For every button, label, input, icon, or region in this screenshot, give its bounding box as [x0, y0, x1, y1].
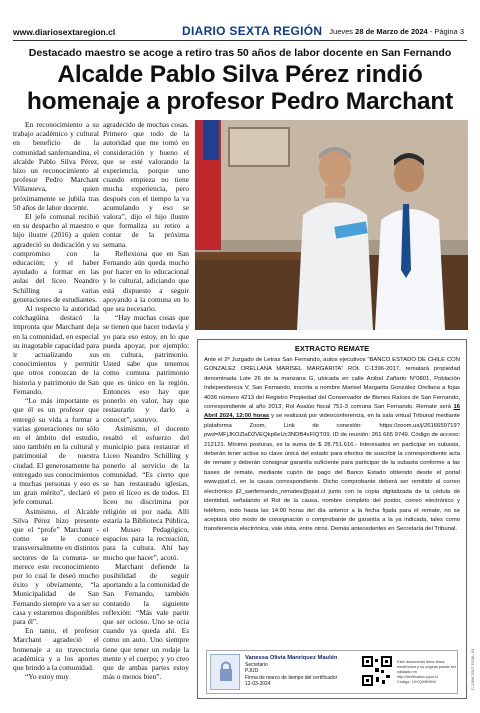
signer-date: 12-03-2024 — [245, 681, 271, 687]
page-number: - Página 3 — [429, 27, 464, 36]
paragraph: El jefe comunal recibió en su despacho al maestro e hijo ilustre (2016) a quien agradeció su dedicación y su compromiso con la educación; y el haber ayudado a formar en las aulas del liceo Neandro Schilling a varias generaciones de estudiantes. — [13, 212, 99, 304]
paragraph: Asimismo, el Alcalde Silva Pérez hizo presente que el “profe” Marchant -como se le conoce transversalmente en distintos sectores de la comuna- se merece este reconocimiento por lo cual le deseó mucho éxito y obviamente, “la Municipalidad de San Fernando siempre va a ser su casa y estaremos disponibles para él”. — [13, 506, 99, 626]
notice-text-part-2: y se realizará por videoconferencia, en la sala virtual Tribunal mediante plataforma Zoom, Link de conexión: https://zoom.us/j/2616659719?pwd=MFjJKOZlaD2VEQkp6eUc3NDB4xFIQT09. ID de reunión: 261 665 9749. Código de acceso: 212121. Mínimo posturas, es la suma de $ 28.751.616.- Interesados en participar en subasta, deberán tener activa su clave única del estado para efectos de suscribir la correspondiente acta de remate y deberán consignar garantía suficiente para participar de la subasta conforme a las bases de remate, mediante cupón de pago del Banco Estado obtenido desde el portal www.pjud.cl, en la causa correspondiente. Dicho comprobante deberá ser remitido al correo electrónico jl2_sanfernando_remates@pjud.cl junto con la copia digitalizada de la cédula de identidad, señalando el Rol de la causa, nombre completo del postor, correo electrónico y teléfono, todo hasta las 14:00 horas del día anterior a la fecha fijada para el remate, no se aceptará otro modo de consignación o comprobante de garantía a la ya indicada, tales como transferencia electrónica, vale vista, entre otros. Demás antecedentes en Secretaría del Tribunal. — [204, 413, 461, 533]
paragraph: Marchant defiende la posibilidad de seguir aportando a la comunidad de San Fernando, también contando la siguiente reflexión: “Más vale partir que ser ocioso. Uno se ocia cuando ya queda ahí. Es como un auto. Uno siempre tiene que tener un rodaje la mente y el cuerpo; y yo creo que de ambas partes estoy más o menos bien”. — [103, 561, 189, 682]
paragraph: Al respecto la autoridad colchagüina destacó la impronta que Marchant deja en la comunidad, en especial su inagotable capacidad para ir actualizando sus conocimientos y permitir que otros conozcan de la historia y patrimonio de San Fernando. — [13, 304, 99, 396]
headline-line-1: Alcalde Pablo Silva Pérez rindió — [57, 61, 423, 88]
signer-org: PJUD — [245, 668, 259, 674]
site-url: www.diariosextaregion.cl — [13, 27, 116, 37]
newspaper-brand: DIARIO SEXTA REGIÓN — [182, 24, 323, 38]
qr-code-icon — [362, 656, 392, 686]
paragraph: agradecido de muchas cosas. Primero que todo de la autoridad que me tomó en consideración y bueno el que se esté valorando la experiencia, porque uno cuando empieza no tiene mucha experiencia, pero después con el tiempo la va acumulando y eso se valora”, dijo el hijo ilustre que formaliza su retiro a contar de la próxima semana. — [103, 120, 189, 249]
notice-body — [198, 353, 466, 625]
article-column-2 — [103, 120, 189, 705]
date-main: 28 de Marzo de 2024 — [355, 27, 428, 36]
signer-name: Vanessa Olivia Manríquez Maulén — [245, 655, 338, 661]
notice-title: EXTRACTO REMATE — [294, 344, 370, 353]
page-header — [0, 0, 480, 38]
paragraph: “Yo estoy muy — [25, 672, 70, 682]
signer-role: Secretario — [245, 661, 268, 668]
paragraph: En tanto, el profesor Marchant agradeció el homenaje a su trayectoria académica y a los aportes que brindó a la comunidad. — [13, 626, 99, 672]
notice-text-part-1: Ante el 2º Juzgado de Letras San Fernando, autos ejecutivos “BANCO ESTADO DE CHILE CON GONZALEZ ORELLANA MARISEL MARGARITA” ROL C-1396-2017, rematará propiedad denominada Lote 26 de la manzana G, ubicada en calle Anibal Zañarto N°0801, Población Independencia V, San Fernando, inscrita a nombre Marisel Margarita González Orellana a fojas 4036 número 4213 del Registro Propiedad del Conservador de Bienes Raíces de San Fernando, correspondiente al año 2013, Rol Avalúo fiscal 751-3 comuna San Fernando. Remate será — [204, 357, 460, 411]
header-rule — [13, 40, 467, 41]
verify-code: Código: 1XXQXBHKM — [397, 679, 436, 684]
date-page — [329, 27, 464, 36]
auction-date: 16 Abril 2024, 12:00 horas — [204, 404, 460, 420]
article-column-1 — [13, 120, 99, 705]
signature-seal-icon — [210, 654, 240, 690]
paragraph: En reconocimiento a su trabajo académico y cultural en beneficio de la comunidad sanfernandina, el alcalde Pablo Silva Pérez, hizo un reconocimiento al profesor Pedro Marchant Villanueva, quien próximamente se jubila tras 50 años de labor docente. — [13, 120, 99, 212]
paragraph: “Lo más importante es que él es un profesor que entregó su vida a formar a varias generaciones no sólo en el ámbito del estudio, sino también en la cultural y patrimonial de nuestra ciudad. El generosamente ha entregado sus conocimientos a muchas personas y eso es un gran mérito”, declaró el jefe comunal. — [13, 396, 99, 507]
article-photo — [195, 120, 468, 330]
photo-illustration — [195, 120, 468, 330]
headline-line-2: homenaje a profesor Pedro Marchant — [26, 88, 454, 115]
verification-text — [397, 659, 457, 684]
signer-info — [245, 655, 357, 688]
paragraph: “Hay muchas cosas que se tienen que hacer todavía y yo para eso estoy, en lo que pueda apoyar, por ejemplo: en cultura, patrimonio. Usted sabe que tenemos como comuna patrimonio que es único en la región. Entonces eso hay que ponerlo en valor, hay que restaurarlo y darlo a conocer”, sostuvo. — [103, 313, 189, 424]
date-prefix: Jueves — [329, 27, 354, 36]
legal-notice-box — [197, 339, 467, 699]
verify-note: Este documento tiene firma electrónica y su original puede ser validado en http://verificadoc.pjud.cl — [397, 659, 457, 679]
paragraph: Asimismo, el docente resaltó el esfuerzo del municipio para restaurar el Liceo Neandro Schilling y ponerlo al servicio de la comunidad. “Es cierto que se han restaurado iglesias, pero el liceo es de todos. El liceo no discrimina por religión ni por nada. Allí estaría la Biblioteca Pública, el Museo Pedagógico, espacios para la recreación, para la cultura. Ahí hay mucho que hacer”, acotó. — [103, 423, 189, 562]
paragraph: Reflexiona que en San Fernando aún queda mucho por hacer en lo educacional y lo cultural, adiciando que está dispuesto a seguir apoyando a la comuna en lo que sea necesario. — [103, 248, 189, 314]
electronic-signature-box — [206, 650, 458, 694]
side-case-code: C-1396-2017 FOJA: 93 — [470, 648, 475, 690]
signer-note: Firma de marco de tiempo del certificador — [245, 674, 338, 681]
article-headline — [0, 61, 480, 115]
article-kicker: Destacado maestro se acoge a retiro tras 50 años de labor docente en San Fernando — [28, 47, 452, 59]
